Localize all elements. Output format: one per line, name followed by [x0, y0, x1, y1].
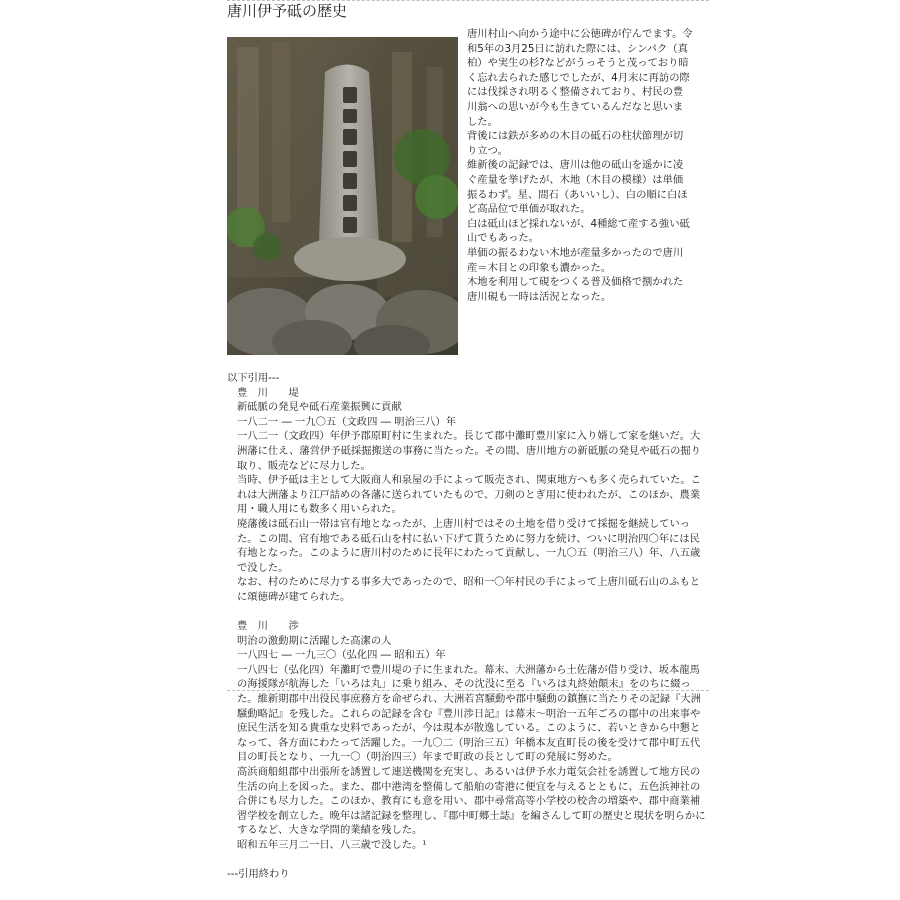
- side-paragraph: 単価の振るわない木地が産量多かったので唐川産＝木目との印象も濃かった。: [467, 246, 684, 274]
- side-paragraph: 白は砥山ほど採れないが、4種総て産する強い砥山でもあった。: [467, 217, 690, 245]
- side-paragraph: 背後には鉄が多めの木目の砥石の柱状節理が切り立つ。: [467, 130, 684, 157]
- quoted-section: [227, 371, 709, 882]
- person1-dates: 一八二一 ― 一九〇五（文政四 ― 明治三八）年: [237, 415, 457, 428]
- person2-paragraph: 昭和五年三月二一日、八三歳で没した。¹: [237, 839, 427, 851]
- person1-paragraph: 廃藩後は砥石山一帯は官有地となったが、上唐川村ではその土地を借り受けて採掘を継続していった。この間、官有地である砥石山を村に払い下げて貰うために努力を続け、ついに明治四〇年には民有地となった。このように唐川村のために長年にわたって貢献し、一九〇五（明治三八）年、八五歳で没した。: [237, 517, 701, 574]
- person1-description: 新砥脈の発見や砥石産業振興に貢献: [237, 401, 402, 414]
- person1-paragraph: 一八二一（文政四）年伊予郡原町村に生まれた。長じて郡中灘町豊川家に入り婿して家を継いだ。大洲藩に仕え、藩営伊予砥採掘搬送の事務に当たった。その間、唐川地方の新砥脈の発見や砥石の掘り取り、販売などに尽力した。: [237, 430, 701, 472]
- quote-start-marker: 以下引用---: [227, 372, 280, 384]
- person1-paragraph: 当時、伊予砥は主として大阪商人和泉屋の手によって販売され、関東地方へも多く売られていた。これは大洲藩より江戸詰めの各藩に送られていたもので、刀剣のとぎ用に使われたが、このほか、農業用・職人用にも数多く用いられた。: [237, 474, 701, 516]
- side-description: [467, 27, 693, 304]
- mid-dashed-divider: [227, 690, 709, 691]
- side-paragraph: 唐川村山へ向かう途中に公徳碑が佇んでます。令和5年の3月25日に訪れた際には、シンパク（真柏）や実生の杉?などがうっそうと茂っており暗く忘れ去られた感じでしたが、4月末に再訪の際には伐採され明るく整備されており、村民の豊川翁への思いが今も生きているんだなと思いました。: [467, 28, 693, 128]
- side-paragraph: 維新後の記録では、唐川は他の砥山を遥かに凌ぐ産量を挙げたが、木地（木目の模様）は単価振るわず。星、間石（あいいし）、白の順に白ほど高品位で単価が取れた。: [467, 159, 688, 216]
- monument-photo: [227, 37, 458, 355]
- person2-paragraph: 高浜商船組郡中出張所を誘置して連送機関を充実し、あるいは伊予水力電気会社を誘置して地方民の生活の向上を図った。また、郡中港湾を整備して船舶の寄港に便宜を与えるとともに、五色浜神社の合併にも尽力した。このほか、教育にも意を用い、郡中尋常高等小学校の校舎の増築や、郡中商業補習学校を創立した。晩年は諸記録を整理し、『郡中町郷土誌』を編さんして町の歴史と現状を明らかにするなど、大きな学問的業績を残した。: [237, 766, 706, 837]
- monument-photo-image: [227, 37, 458, 355]
- spacer: [227, 853, 709, 868]
- person1-paragraph: なお、村のために尽力する事多大であったので、昭和一〇年村民の手によって上唐川砥石山のふもとに頌徳碑が建てられた。: [237, 576, 701, 603]
- side-paragraph: 木地を利用して硯をつくる普及価格で捌かれた唐川硯も一時は活況となった。: [467, 276, 684, 303]
- person2-dates: 一八四七 ― 一九三〇（弘化四 ― 昭和五）年: [237, 649, 446, 662]
- page-title: 唐川伊予砥の歴史: [227, 2, 348, 20]
- person2-paragraph: 一八四七（弘化四）年灘町で豊川堤の子に生まれた。幕末、大洲藩から土佐藩が借り受け、坂本龍馬の海援隊が航海した「いろは丸」に乗り組み、その沈没に至る『いろは丸終始顛末』をのちに綴った。維新期郡中出役民事庶務方を命ぜられ、大洲若宮騒動や郡中騒動の鎮撫に当たりその記録『大洲騒動略記』を残した。これらの記録を含む『豊川渉日記』は幕末～明治一五年ごろの郡中の出来事や庶民生活を知る貴重な史料であったが、今は現本が散逸している。このように、若いときから中懇となって、各方面にわたって活躍した。一九〇二（明治三五）年橋本友直町長の後を受けて郡中町五代目の町長となり、一九一〇（明治四三）年まで町政の長として町の発展に努めた。: [237, 663, 701, 764]
- person2-name: 豊 川 渉: [237, 620, 299, 633]
- spacer: [227, 605, 709, 620]
- person1-name: 豊 川 堤: [237, 386, 299, 399]
- quote-end-marker: ---引用終わり: [227, 868, 290, 881]
- person2-description: 明治の激動期に活躍した高潔の人: [237, 634, 392, 647]
